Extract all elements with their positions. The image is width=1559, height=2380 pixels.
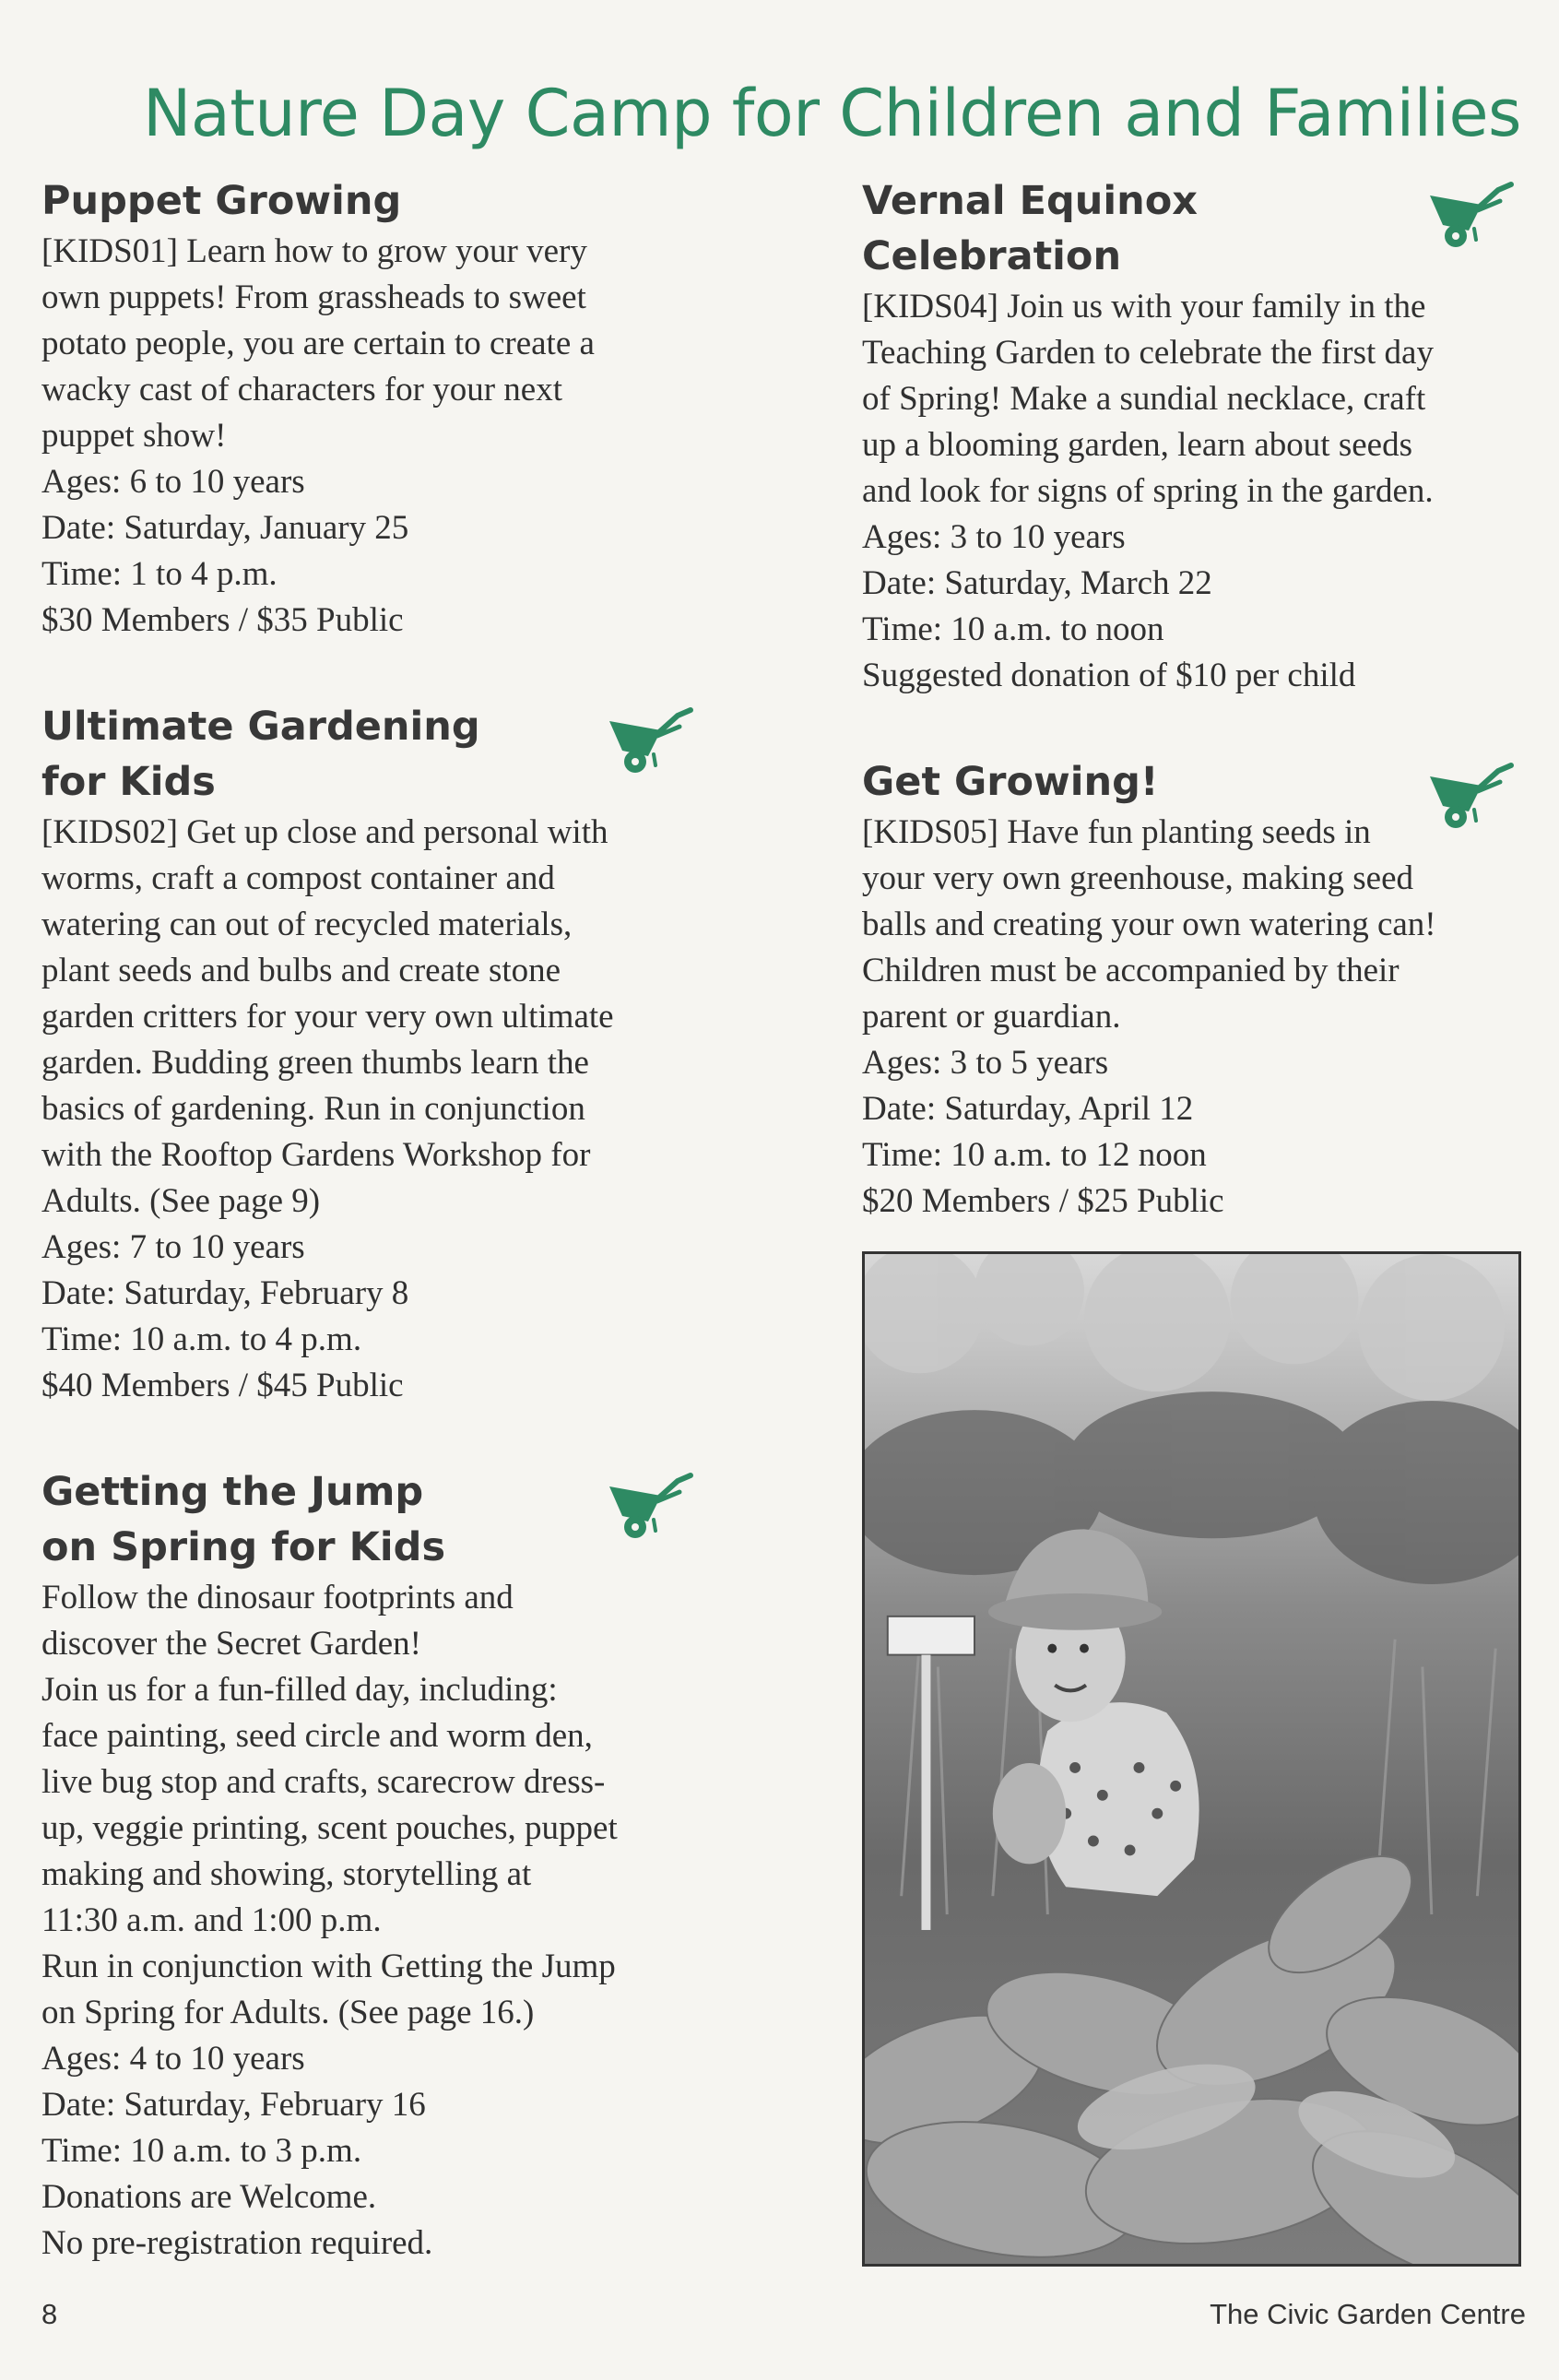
program-line: live bug stop and crafts, scarecrow dress- xyxy=(41,1763,606,1801)
program-ages: Ages: 3 to 5 years xyxy=(862,1044,1109,1082)
program-line: and look for signs of spring in the garden. xyxy=(862,472,1434,510)
program-line: on Spring for Adults. (See page 16.) xyxy=(41,1994,535,2031)
program-date: Date: Saturday, March 22 xyxy=(862,564,1212,602)
program-line: puppet show! xyxy=(41,417,227,455)
photo-illustration xyxy=(865,1254,1518,2264)
program-line: garden. Budding green thumbs learn the xyxy=(41,1044,589,1082)
program-line: wacky cast of characters for your next xyxy=(41,371,563,409)
program-line: balls and creating your own watering can! xyxy=(862,906,1436,943)
program-line: [KIDS01] Learn how to grow your very xyxy=(41,232,587,270)
program-description xyxy=(41,1575,705,2267)
program-getting-the-jump xyxy=(41,1464,705,2267)
program-line: Follow the dinosaur footprints and xyxy=(41,1579,514,1616)
program-title-line: Puppet Growing xyxy=(41,178,402,224)
program-description xyxy=(862,284,1526,699)
program-puppet-growing xyxy=(41,173,705,644)
program-line: Run in conjunction with Getting the Jump xyxy=(41,1948,616,1985)
program-time: Time: 10 a.m. to 12 noon xyxy=(862,1136,1207,1174)
program-line: of Spring! Make a sundial necklace, craft xyxy=(862,380,1426,418)
program-ultimate-gardening xyxy=(41,699,705,1409)
program-line: watering can out of recycled materials, xyxy=(41,906,573,943)
program-line: Adults. (See page 9) xyxy=(41,1182,321,1220)
program-line: [KIDS05] Have fun planting seeds in xyxy=(862,813,1371,851)
program-description xyxy=(862,810,1526,1225)
program-date: Date: Saturday, February 16 xyxy=(41,2086,426,2124)
program-line: basics of gardening. Run in conjunction xyxy=(41,1090,585,1128)
program-time: Time: 1 to 4 p.m. xyxy=(41,555,278,593)
program-line: up, veggie printing, scent pouches, puppet xyxy=(41,1809,618,1847)
page-title: Nature Day Camp for Children and Families xyxy=(143,76,1521,151)
program-ages: Ages: 7 to 10 years xyxy=(41,1228,305,1266)
program-title-line: Celebration xyxy=(862,233,1122,279)
program-description xyxy=(41,229,705,644)
program-line: discover the Secret Garden! xyxy=(41,1625,421,1663)
program-time: Time: 10 a.m. to 4 p.m. xyxy=(41,1320,362,1358)
program-title-line: Getting the Jump xyxy=(41,1469,424,1515)
program-ages: Ages: 4 to 10 years xyxy=(41,2040,305,2078)
program-note: No pre-registration required. xyxy=(41,2224,433,2262)
child-garden-photo xyxy=(862,1251,1521,2267)
program-ages: Ages: 6 to 10 years xyxy=(41,463,305,501)
program-vernal-equinox xyxy=(862,173,1526,699)
program-date: Date: Saturday, January 25 xyxy=(41,509,409,547)
program-note: Donations are Welcome. xyxy=(41,2178,377,2216)
program-price: $30 Members / $35 Public xyxy=(41,601,404,639)
program-date: Date: Saturday, February 8 xyxy=(41,1274,409,1312)
program-title-line: Get Growing! xyxy=(862,759,1159,805)
wheelbarrow-icon xyxy=(1421,760,1517,834)
program-line: garden critters for your very own ultimate xyxy=(41,998,614,1036)
program-title-line: Ultimate Gardening xyxy=(41,704,480,750)
program-line: Join us for a fun-filled day, including: xyxy=(41,1671,558,1709)
left-column xyxy=(41,173,705,2267)
program-price: $20 Members / $25 Public xyxy=(862,1182,1224,1220)
program-line: with the Rooftop Gardens Workshop for xyxy=(41,1136,591,1174)
program-title-line: for Kids xyxy=(41,759,216,805)
program-date: Date: Saturday, April 12 xyxy=(862,1090,1194,1128)
program-line: own puppets! From grassheads to sweet xyxy=(41,278,586,316)
page-number: 8 xyxy=(41,2298,58,2330)
program-line: up a blooming garden, learn about seeds xyxy=(862,426,1412,464)
program-line: face painting, seed circle and worm den, xyxy=(41,1717,593,1755)
program-ages: Ages: 3 to 10 years xyxy=(862,518,1126,556)
program-line: worms, craft a compost container and xyxy=(41,859,555,897)
program-line: plant seeds and bulbs and create stone xyxy=(41,952,561,989)
program-line: 11:30 a.m. and 1:00 p.m. xyxy=(41,1901,382,1939)
program-line: parent or guardian. xyxy=(862,998,1121,1036)
program-time: Time: 10 a.m. to noon xyxy=(862,610,1164,648)
program-line: Children must be accompanied by their xyxy=(862,952,1400,989)
program-get-growing xyxy=(862,754,1526,1225)
program-title xyxy=(41,173,705,229)
program-line: your very own greenhouse, making seed xyxy=(862,859,1413,897)
program-line: [KIDS04] Join us with your family in the xyxy=(862,288,1426,326)
program-line: potato people, you are certain to create a xyxy=(41,325,595,362)
program-line: making and showing, storytelling at xyxy=(41,1855,532,1893)
program-description xyxy=(41,810,705,1409)
program-price: Suggested donation of $10 per child xyxy=(862,657,1356,694)
program-title-line: Vernal Equinox xyxy=(862,178,1199,224)
program-price: $40 Members / $45 Public xyxy=(41,1367,404,1404)
wheelbarrow-icon xyxy=(1421,179,1517,253)
right-column xyxy=(862,173,1526,1225)
program-time: Time: 10 a.m. to 3 p.m. xyxy=(41,2132,362,2170)
program-title-line: on Spring for Kids xyxy=(41,1524,446,1570)
wheelbarrow-icon xyxy=(600,705,696,778)
wheelbarrow-icon xyxy=(600,1470,696,1544)
organization-name: The Civic Garden Centre xyxy=(1210,2298,1526,2330)
program-line: Teaching Garden to celebrate the first day xyxy=(862,334,1434,372)
program-line: [KIDS02] Get up close and personal with xyxy=(41,813,608,851)
